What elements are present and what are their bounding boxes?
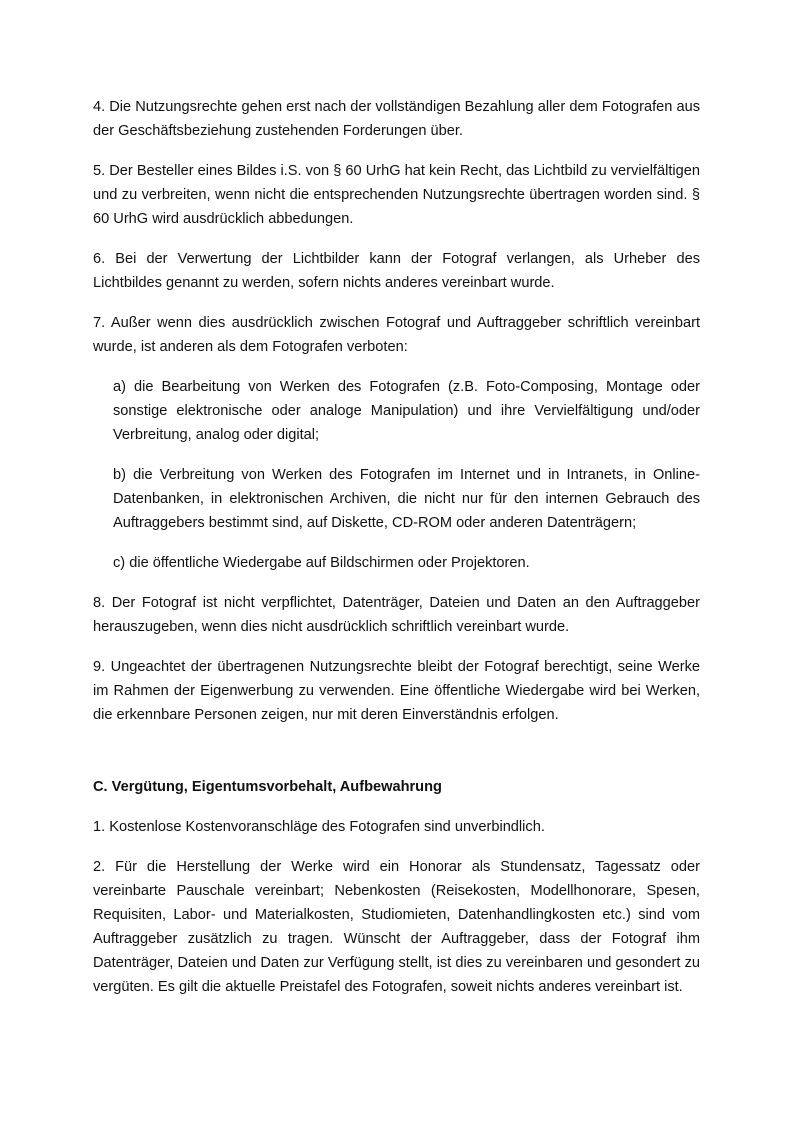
list-item-b7a: a) die Bearbeitung von Werken des Fotografen (z.B. Foto-Composing, Montage oder sonstige elektronische oder analoge Manipulation) und ihre Vervielfältigung und/oder Verbreitung, analog oder digital; bbox=[113, 379, 700, 443]
list-item-b7c: c) die öffentliche Wiedergabe auf Bildschirmen oder Projektoren. bbox=[113, 555, 530, 571]
paragraph-b7: 7. Außer wenn dies ausdrücklich zwischen Fotograf und Auftraggeber schriftlich vereinbart wurde, ist anderen als dem Fotografen verboten: bbox=[93, 315, 700, 355]
section-heading-c: C. Vergütung, Eigentumsvorbehalt, Aufbewahrung bbox=[93, 779, 442, 795]
paragraph-c1: 1. Kostenlose Kostenvoranschläge des Fotografen sind unverbindlich. bbox=[93, 819, 545, 835]
paragraph-b9: 9. Ungeachtet der übertragenen Nutzungsrechte bleibt der Fotograf berechtigt, seine Werke im Rahmen der Eigenwerbung zu verwenden. Eine öffentliche Wiedergabe wird bei Werken, die erkennbare Personen zeigen, nur mit deren Einverständnis erfolgen. bbox=[93, 659, 700, 723]
paragraph-c2: 2. Für die Herstellung der Werke wird ein Honorar als Stundensatz, Tagessatz oder vereinbarte Pauschale vereinbart; Nebenkosten (Reisekosten, Modellhonorare, Spesen, Requisiten, Labor- und Materialkosten, Studiomieten, Datenhandlingkosten etc.) sind vom Auftraggeber zusätzlich zu tragen. Wünscht der Auftraggeber, dass der Fotograf ihm Datenträger, Dateien und Daten zur Verfügung stellt, ist dies zu vereinbaren und gesondert zu vergüten. Es gilt die aktuelle Preistafel des Fotografen, soweit nichts anderes vereinbart ist. bbox=[93, 859, 700, 995]
list-item-b7b: b) die Verbreitung von Werken des Fotografen im Internet und in Intranets, in Online-Datenbanken, in elektronischen Archiven, die nicht nur für den internen Gebrauch des Auftraggebers bestimmt sind, auf Diskette, CD-ROM oder anderen Datenträgern; bbox=[113, 467, 700, 531]
paragraph-b6: 6. Bei der Verwertung der Lichtbilder kann der Fotograf verlangen, als Urheber des Lichtbildes genannt zu werden, sofern nichts anderes vereinbart wurde. bbox=[93, 251, 700, 291]
paragraph-b5: 5. Der Besteller eines Bildes i.S. von § 60 UrhG hat kein Recht, das Lichtbild zu vervielfältigen und zu verbreiten, wenn nicht die entsprechenden Nutzungsrechte übertragen worden sind. § 60 UrhG wird ausdrücklich abbedungen. bbox=[93, 163, 700, 227]
document-page bbox=[93, 95, 700, 1015]
paragraph-b8: 8. Der Fotograf ist nicht verpflichtet, Datenträger, Dateien und Daten an den Auftraggeber herauszugeben, wenn dies nicht ausdrücklich schriftlich vereinbart wurde. bbox=[93, 595, 700, 635]
paragraph-b4: 4. Die Nutzungsrechte gehen erst nach der vollständigen Bezahlung aller dem Fotografen aus der Geschäftsbeziehung zustehenden Forderungen über. bbox=[93, 99, 700, 139]
